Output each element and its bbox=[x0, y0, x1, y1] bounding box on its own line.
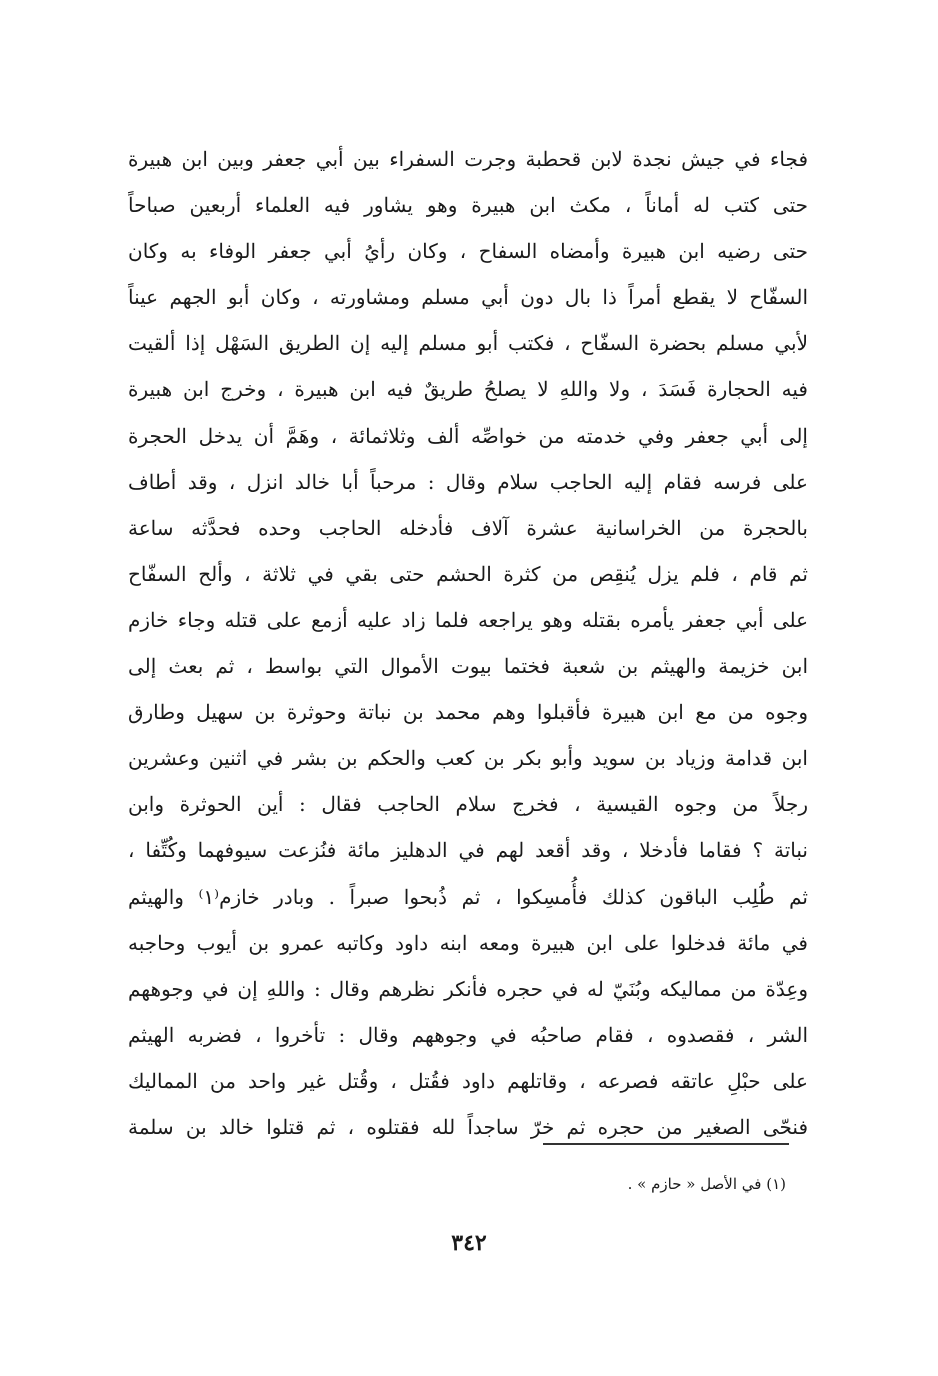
footnote: (١) في الأصل « حازم » . bbox=[627, 1175, 786, 1193]
text-line: ابن قدامة وزياد بن سويد وأبو بكر بن كعب والحكم بن بشر في اثنين وعشرين bbox=[128, 746, 808, 771]
footnote-divider bbox=[543, 1143, 789, 1145]
text-line: الشر ، فقصدوه ، فقام صاحبُه في وجوههم وقال : تأخروا ، فضربه الهيثم bbox=[128, 1022, 808, 1047]
text-line: إلى أبي جعفر وفي خدمته من خواصِّه ألف وثلاثمائة ، وهَمَّ أن يدخل الحجرة bbox=[128, 423, 808, 448]
text-line: ابن خزيمة والهيثم بن شعبة فختما بيوت الأموال التي بواسط ، ثم بعث إلى bbox=[128, 654, 808, 679]
text-line: حتى كتب له أماناً ، مكث ابن هبيرة وهو يشاور فيه العلماء أربعين صباحاً bbox=[128, 193, 808, 218]
page-number: ٣٤٢ bbox=[451, 1230, 487, 1256]
text-line: على حبْلِ عاتقه فصرعه ، وقاتلهم داود فقُتل ، وقُتل غير واحد من المماليك bbox=[128, 1068, 808, 1093]
text-line: في مائة فدخلوا على ابن هبيرة ومعه ابنه داود وكاتبه عمرو بن أيوب وحاجبه bbox=[128, 930, 808, 955]
text-line: لأبي مسلم بحضرة السفّاح ، فكتب أبو مسلم إليه إن الطريق السَهْل إذا ألقيت bbox=[128, 331, 808, 356]
text-line: فيه الحجارة فَسَدَ ، ولا واللهِ لا يصلحُ طريقٌ فيه ابن هبيرة ، وخرج ابن هبيرة bbox=[128, 377, 808, 402]
text-line: وجوه من مع ابن هبيرة فأقبلوا وهم محمد بن نباتة وحوثرة بن سهيل وطارق bbox=[128, 700, 808, 725]
main-text bbox=[128, 136, 808, 1150]
text-line: وعِدّة من مماليكه وبُنَيّ له في حجره فأنكر نظرهم وقال : واللهِ إن في وجوههم bbox=[128, 976, 808, 1001]
text-line: السفّاح لا يقطع أمراً ذا بال دون أبي مسلم ومشاورته ، وكان أبو الجهم عيناً bbox=[128, 285, 808, 310]
text-line: بالحجرة من الخراسانية عشرة آلاف فأدخله الحاجب وحده فحدَّثه ساعة bbox=[128, 515, 808, 540]
text-line: على أبي جعفر يأمره بقتله وهو يراجعه فلما زاد عليه أزمع على قتله وجاء خازم bbox=[128, 607, 808, 632]
text-line: نباتة ؟ فقاما فأدخلا ، وقد أقعد لهم في الدهليز مائة فنُزعت سيوفهما وكُتِّفا ، bbox=[128, 838, 808, 863]
text-line: على فرسه فقام إليه الحاجب سلام وقال : مرحباً أبا خالد انزل ، وقد أطاف bbox=[128, 469, 808, 494]
text-line: ثم طُلِب الباقون كذلك فأُمسِكوا ، ثم ذُبحوا صبراً . وبادر خازم⁽١⁾ والهيثم bbox=[128, 884, 808, 909]
text-line: فجاء في جيش نجدة لابن قحطبة وجرت السفراء بين أبي جعفر وبين ابن هبيرة bbox=[128, 147, 808, 171]
text-line: رجلاً من وجوه القيسية ، فخرج سلام الحاجب فقال : أين الحوثرة وابن bbox=[128, 792, 808, 817]
text-line: ثم قام ، فلم يزل يُنقِص من كثرة الحشم حتى بقي في ثلاثة ، وألح السفّاح bbox=[128, 561, 808, 586]
text-line: حتى رضيه ابن هبيرة وأمضاه السفاح ، وكان رأيُ أبي جعفر الوفاء به وكان bbox=[128, 239, 808, 264]
text-line: فنحّى الصغير من حجره ثم خرّ ساجداً لله فقتلوه ، ثم قتلوا خالد بن سلمة bbox=[128, 1114, 808, 1139]
